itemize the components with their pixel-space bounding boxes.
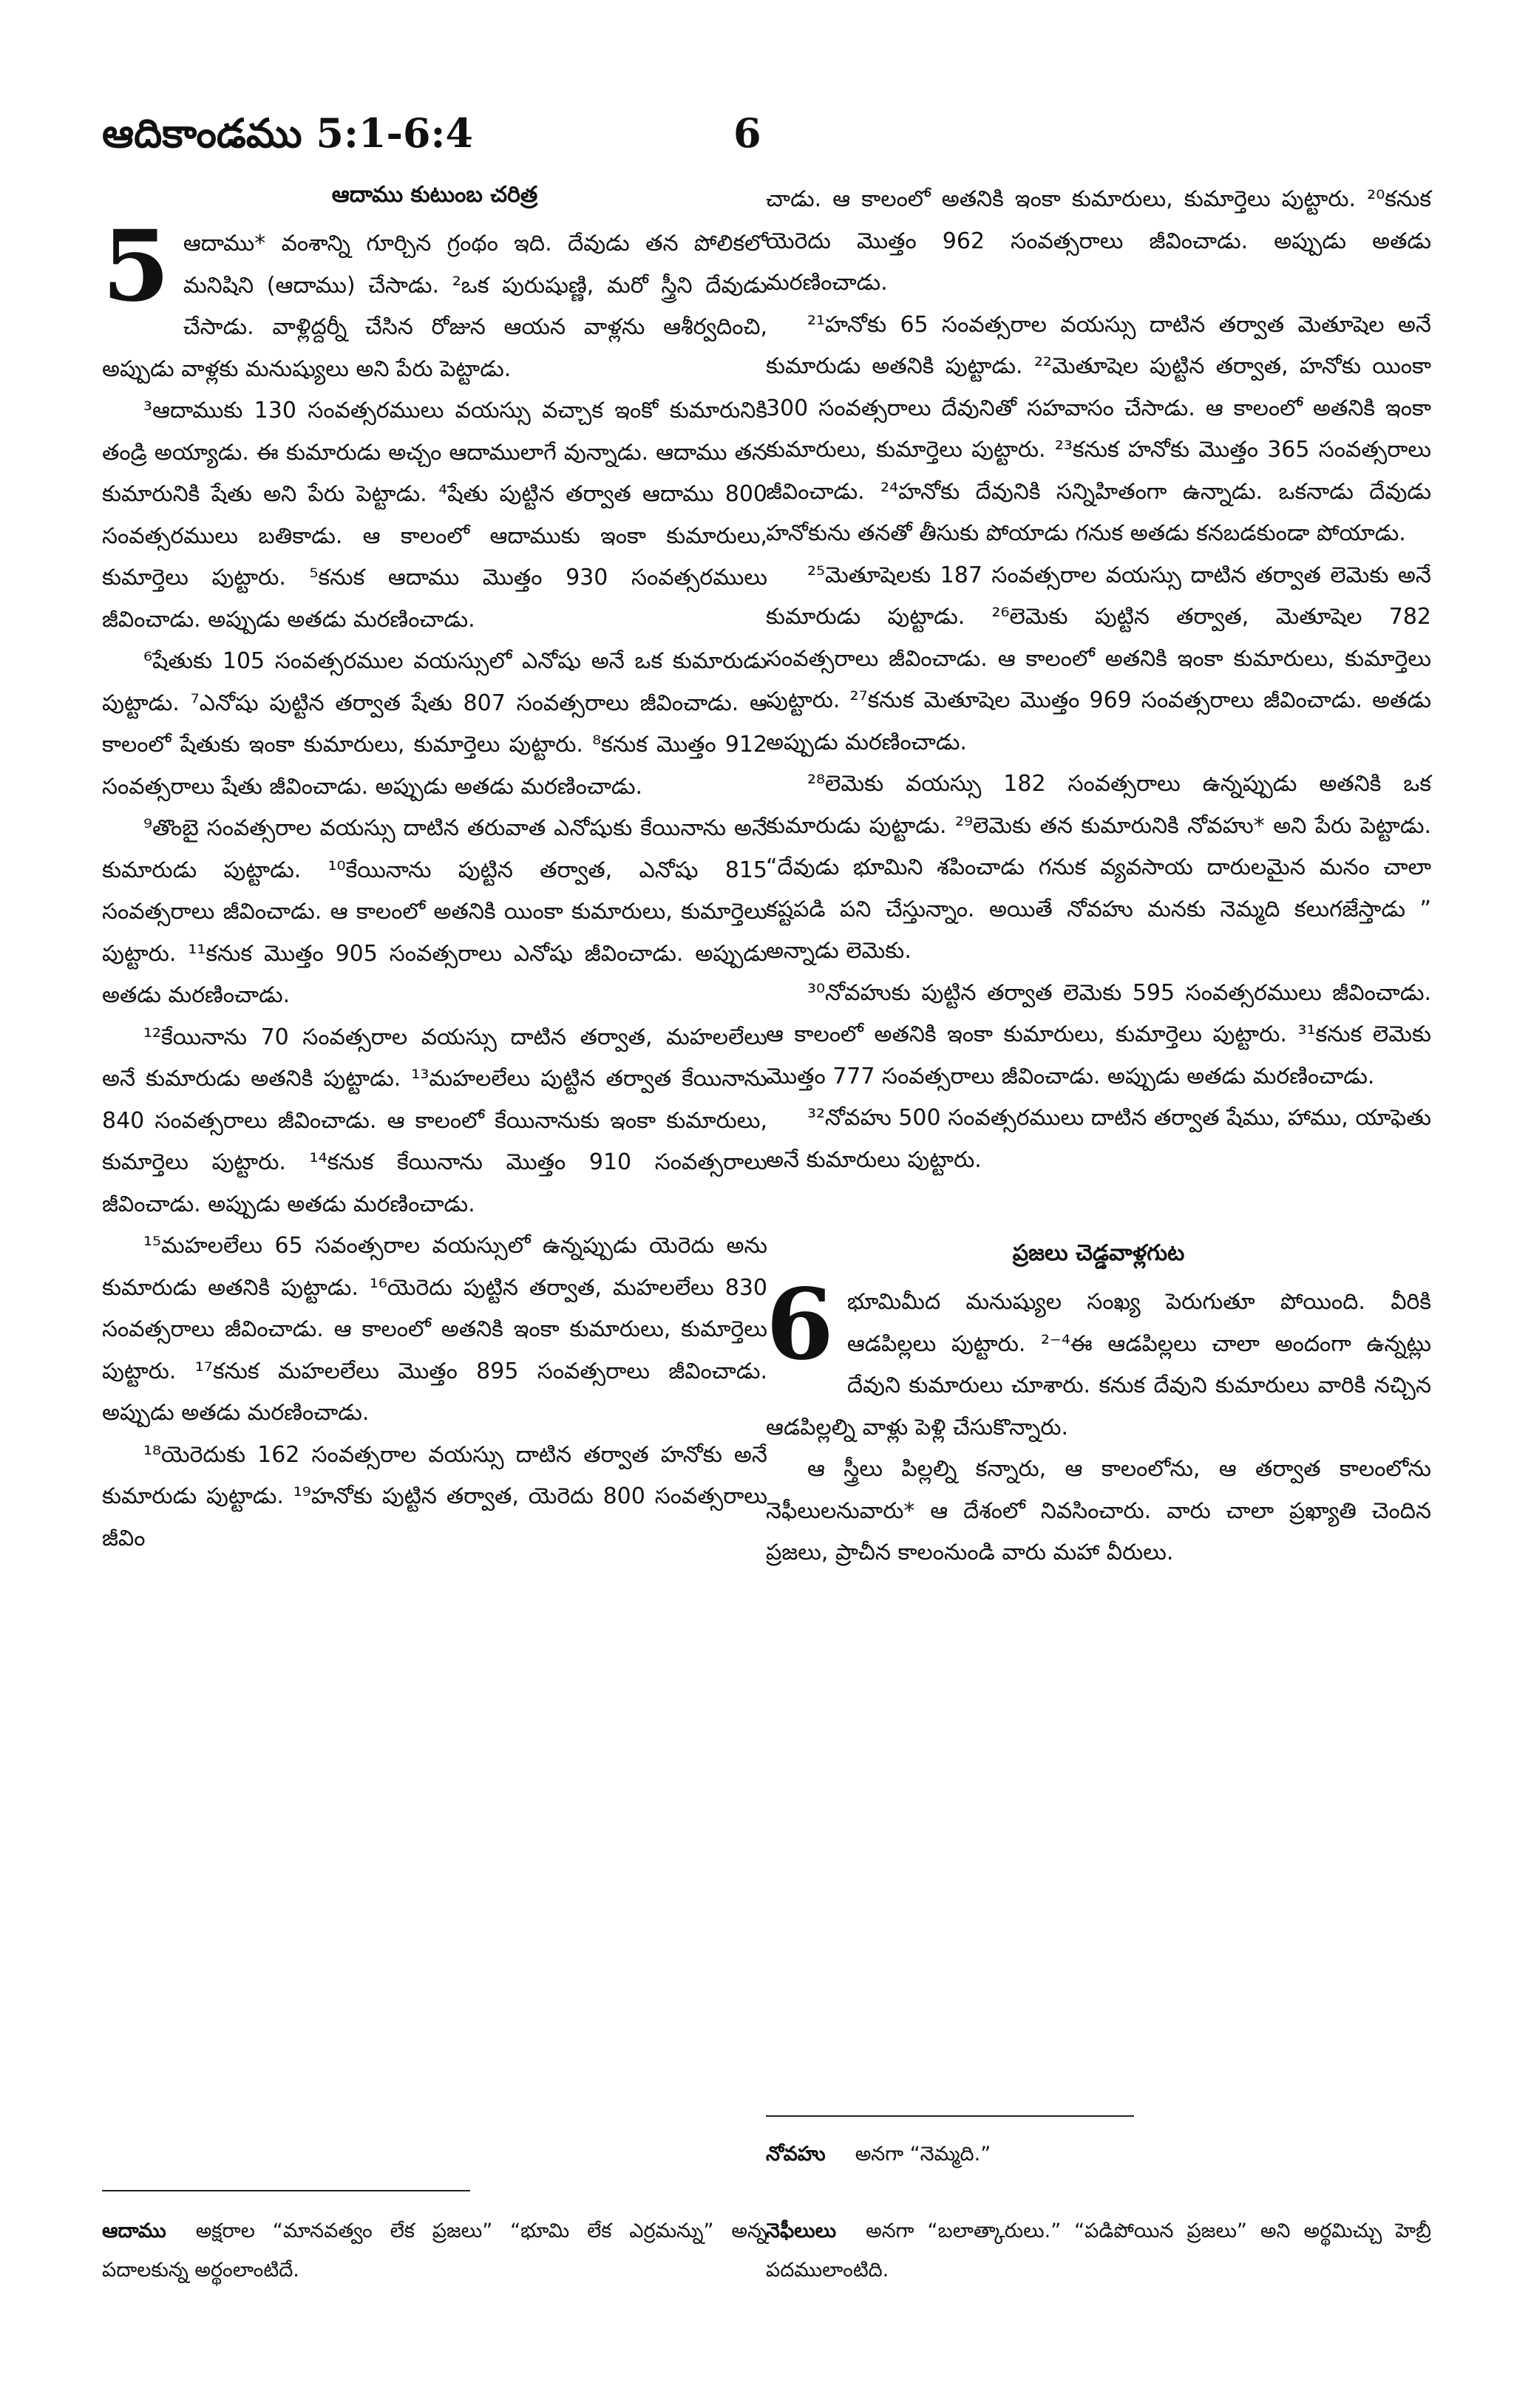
footnote-term: నెఫీలులు [766, 2220, 837, 2242]
verse-paragraph: ²⁸లెమెకు వయస్సు 182 సంవత్సరాలు ఉన్నప్పుడు అతనికి ఒక కుమారుడు పుట్టాడు. ²⁹లెమెకు తన కుమారునికి నోవహు* అని పేరు పెట్టాడు. “దేవుడు భూమిని శపించాడు గనుక వ్యవసాయ దారులమైన మనం చాలా కష్టపడి పని చేస్తున్నాం. అయితే నోవహు మనకు నెమ్మది కలుగజేస్తాడు ” అన్నాడు లెమెకు. [766, 771, 1431, 964]
verse-paragraph: ³⁰నోవహుకు పుట్టిన తర్వాత లెమెకు 595 సంవత్సరములు జీవించాడు. ఆ కాలంలో అతనికి ఇంకా కుమారులు, కుమార్తెలు పుట్టారు. ³¹కనుక లెమెకు మొత్తం 777 సంవత్సరాలు జీవించాడు. అప్పుడు అతడు మరణించాడు. [766, 979, 1431, 1089]
verse-paragraph: ³²నోవహు 500 సంవత్సరములు దాటిన తర్వాత షేము, హాము, యాఫెతు అనే కుమారులు పుట్టారు. [766, 1105, 1431, 1173]
footnote [102, 2211, 767, 2290]
section-heading: ఆదాము కుటుంబ చరిత్ర [331, 182, 538, 208]
verse-paragraph [102, 209, 767, 390]
verse-paragraph: ²¹హనోకు 65 సంవత్సరాల వయస్సు దాటిన తర్వాత మెతూషెల అనే కుమారుడు అతనికి పుట్టాడు. ²²మెతూషెల పుట్టిన తర్వాత, హనోకు యింకా 300 సంవత్సరాలు దేవునితో సహవాసం చేసాడు. ఆ కాలంలో అతనికి ఇంకా కుమారులు, కుమార్తెలు పుట్టారు. ²³కనుక హనోకు మొత్తం 365 సంవత్సరాలు జీవించాడు. ²⁴హనోకు దేవునికి సన్నిహితంగా ఉన్నాడు. ఒకనాడు దేవుడు హనోకును తనతో తీసుకు పోయాడు గనుక అతడు కనబడకుండా పోయాడు. [766, 311, 1431, 546]
paragraph-text: ఆదాము* వంశాన్ని గూర్చిన గ్రంథం ఇది. దేవుడు తన పోలికలో మనిషిని (ఆదాము) చేసాడు. ²ఒక పురుషుణ్ణి, మరో స్త్రీని దేవుడు చేసాడు. వాళ్లిద్దర్నీ చేసిన రోజున ఆయన వాళ్లను ఆశీర్వదించి, అప్పుడు వాళ్లకు మనుష్యులు అని పేరు పెట్టాడు. [102, 231, 767, 382]
footnote-text: అక్షరాల “మానవత్వం లేక ప్రజలు” “భూమి లేక ఎర్రమన్ను” అన్న పదాలకున్న అర్థంలాంటిదే. [102, 2220, 767, 2282]
right-column [766, 179, 1431, 1574]
verse-paragraph: ¹²కేయినాను 70 సంవత్సరాల వయస్సు దాటిన తర్వాత, మహలలేలు అనే కుమారుడు అతనికి పుట్టాడు. ¹³మహలలేలు పుట్టిన తర్వాత కేయినాను 840 సంవత్సరాలు జీవించాడు. ఆ కాలంలో కేయినానుకు ఇంకా కుమారులు, కుమార్తెలు పుట్టారు. ¹⁴కనుక కేయినాను మొత్తం 910 సంవత్సరాలు జీవించాడు. అప్పుడు అతడు మరణించాడు. [102, 1024, 767, 1217]
verse-paragraph: ఆ స్త్రీలు పిల్లల్ని కన్నారు, ఆ కాలంలోను, ఆ తర్వాత కాలంలోను నెఫీలులనువారు* ఆ దేశంలో నివసించారు. వారు చాలా ప్రఖ్యాతి చెందిన ప్రజలు, ప్రాచీన కాలంనుండి వారు మహా వీరులు. [766, 1456, 1431, 1565]
verse-paragraph: ¹⁵మహలలేలు 65 సవంత్సరాల వయస్సులో ఉన్నప్పుడు యెరెదు అను కుమారుడు అతనికి పుట్టాడు. ¹⁶యెరెదు పుట్టిన తర్వాత, మహలలేలు 830 సంవత్సరాలు జీవించాడు. ఆ కాలంలో అతనికి ఇంకా కుమారులు, కుమార్తెలు పుట్టారు. ¹⁷కనుక మహలలేలు మొత్తం 895 సంవత్సరాలు జీవించాడు. అప్పుడు అతడు మరణించాడు. [102, 1233, 767, 1426]
footnote-text: అనగా “బలాత్కారులు.” “పడిపోయిన ప్రజలు” అని అర్థమిచ్చు హెబ్రీ పదములాంటిది. [766, 2220, 1431, 2282]
page-number: 6 [733, 109, 761, 157]
verse-paragraph: ⁶షేతుకు 105 సంవత్సరముల వయస్సులో ఎనోషు అనే ఒక కుమారుడు పుట్టాడు. ⁷ఎనోషు పుట్టిన తర్వాత షేతు 807 సంవత్సరాలు జీవించాడు. ఆ కాలంలో షేతుకు ఇంకా కుమారులు, కుమార్తెలు పుట్టారు. ⁸కనుక మొత్తం 912 సంవత్సరాలు షేతు జీవించాడు. అప్పుడు అతడు మరణించాడు. [102, 648, 767, 800]
left-column [102, 179, 767, 1560]
footnote-divider [766, 2115, 1134, 2117]
verse-paragraph [766, 1268, 1431, 1449]
chapter-number: 5 [102, 209, 170, 324]
section-heading: ప్రజలు చెడ్డవాళ్లగుట [1012, 1240, 1185, 1266]
footnote [766, 2135, 1431, 2174]
verse-paragraph: ²⁵మెతూషెలకు 187 సంవత్సరాల వయస్సు దాటిన తర్వాత లెమెకు అనే కుమారుడు పుట్టాడు. ²⁶లెమెకు పుట్టిన తర్వాత, మెతూషెల 782 సంవత్సరాలు జీవించాడు. ఆ కాలంలో అతనికి ఇంకా కుమారులు, కుమార్తెలు పుట్టారు. ²⁷కనుక మెతూషెల మొత్తం 969 సంవత్సరాలు జీవించాడు. అతడు అప్పుడు మరణించాడు. [766, 562, 1431, 755]
verse-paragraph: చాడు. ఆ కాలంలో అతనికి ఇంకా కుమారులు, కుమార్తెలు పుట్టారు. ²⁰కనుక యెరెదు మొత్తం 962 సంవత్సరాలు జీవించాడు. అప్పుడు అతడు మరణించాడు. [766, 186, 1431, 296]
paragraph-text: భూమిమీద మనుష్యుల సంఖ్య పెరుగుతూ పోయింది. వీరికి ఆడపిల్లలు పుట్టారు. ²⁻⁴ఈ ఆడపిల్లలు చాలా అందంగా ఉన్నట్లు దేవుని కుమారులు చూశారు. కనుక దేవుని కుమారులు వారికి నచ్చిన ఆడపిల్లల్ని వాళ్లు పెళ్లి చేసుకొన్నారు. [766, 1289, 1431, 1441]
running-head: ఆదికాండము 5:1-6:4 [102, 109, 473, 157]
footnote-term: ఆదాము [102, 2220, 166, 2242]
footnote-text: అనగా “నెమ్మది.” [855, 2143, 991, 2166]
footnote [766, 2211, 1431, 2290]
verse-paragraph: ¹⁸యెరెదుకు 162 సంవత్సరాల వయస్సు దాటిన తర్వాత హనోకు అనే కుమారుడు పుట్టాడు. ¹⁹హనోకు పుట్టిన తర్వాత, యెరెదు 800 సంవత్సరాలు జీవిం [102, 1441, 767, 1551]
footnote-divider [102, 2190, 470, 2191]
verse-paragraph: ³ఆదాముకు 130 సంవత్సరములు వయస్సు వచ్చాక ఇంకో కుమారునికి తండ్రి అయ్యాడు. ఈ కుమారుడు అచ్చం ఆదాములాగే వున్నాడు. ఆదాము తన కుమారునికి షేతు అని పేరు పెట్టాడు. ⁴షేతు పుట్టిన తర్వాత ఆదాము 800 సంవత్సరములు బతికాడు. ఆ కాలంలో ఆదాముకు ఇంకా కుమారులు, కుమార్తెలు పుట్టారు. ⁵కనుక ఆదాము మొత్తం 930 సంవత్సరములు జీవించాడు. అప్పుడు అతడు మరణించాడు. [102, 398, 767, 633]
chapter-number: 6 [766, 1268, 834, 1382]
footnote-term: నోవహు [766, 2143, 826, 2166]
verse-paragraph: ⁹తొంబై సంవత్సరాల వయస్సు దాటిన తరువాత ఎనోషుకు కేయినాను అనే కుమారుడు పుట్టాడు. ¹⁰కేయినాను పుట్టిన తర్వాత, ఎనోషు 815 సంవత్సరాలు జీవించాడు. ఆ కాలంలో అతనికి యింకా కుమారులు, కుమార్తెలు పుట్టారు. ¹¹కనుక మొత్తం 905 సంవత్సరాలు ఎనోషు జీవించాడు. అప్పుడు అతడు మరణించాడు. [102, 815, 767, 1008]
